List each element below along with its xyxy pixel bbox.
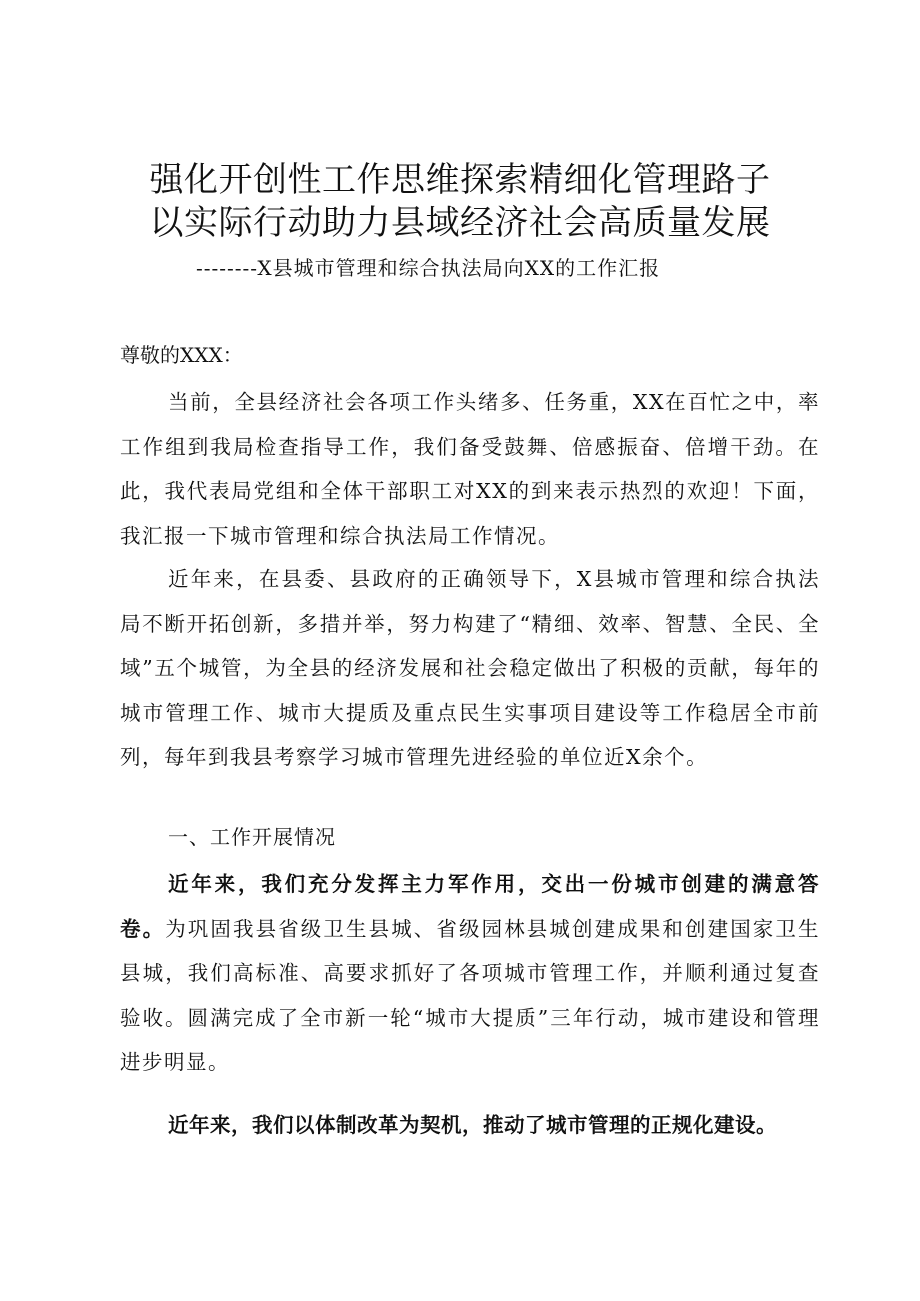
paragraph-city-creation xyxy=(120,862,820,1085)
section-heading-work-progress: 一、工作开展情况 xyxy=(168,825,336,849)
document-subtitle: --------X县城市管理和综合执法局向XX的工作汇报 xyxy=(196,256,661,280)
paragraph-intro: 当前，全县经济社会各项工作头绪多、任务重，XX在百忙之中，率工作组到我局检查指导工作，我们备受鼓舞、倍感振奋、倍增干劲。在此，我代表局党组和全体干部职工对XX的到来表示热烈的欢迎！下面，我汇报一下城市管理和综合执法局工作情况。 xyxy=(120,390,820,548)
paragraph-overview: 近年来，在县委、县政府的正确领导下，X县城市管理和综合执法局不断开拓创新，多措并举，努力构建了“精细、效率、智慧、全民、全域”五个城管，为全县的经济发展和社会稳定做出了积极的贡献，每年的城市管理工作、城市大提质及重点民生实事项目建设等工作稳居全市前列，每年到我县考察学习城市管理先进经验的单位近X余个。 xyxy=(120,567,820,769)
paragraph-city-creation-body: 为巩固我县省级卫生县城、省级园林县城创建成果和创建国家卫生县城，我们高标准、高要求抓好了各项城市管理工作，并顺利通过复查验收。圆满完成了全市新一轮“城市大提质”三年行动，城市建设和管理进步明显。 xyxy=(120,916,821,1074)
paragraph-system-reform xyxy=(120,1103,820,1148)
document-title-line1: 强化开创性工作思维探索精细化管理路子 xyxy=(149,160,771,200)
paragraph-city-creation-lead: 近年来，我们充分发挥主力军作用，交出一份城市创建的满意答卷。 xyxy=(120,872,820,941)
greeting: 尊敬的XXX： xyxy=(120,343,243,367)
document-title-line2: 以实际行动助力县域经济社会高质量发展 xyxy=(149,203,771,243)
paragraph-system-reform-lead: 近年来，我们以体制改革为契机，推动了城市管理的正规化建设。 xyxy=(168,1113,777,1137)
